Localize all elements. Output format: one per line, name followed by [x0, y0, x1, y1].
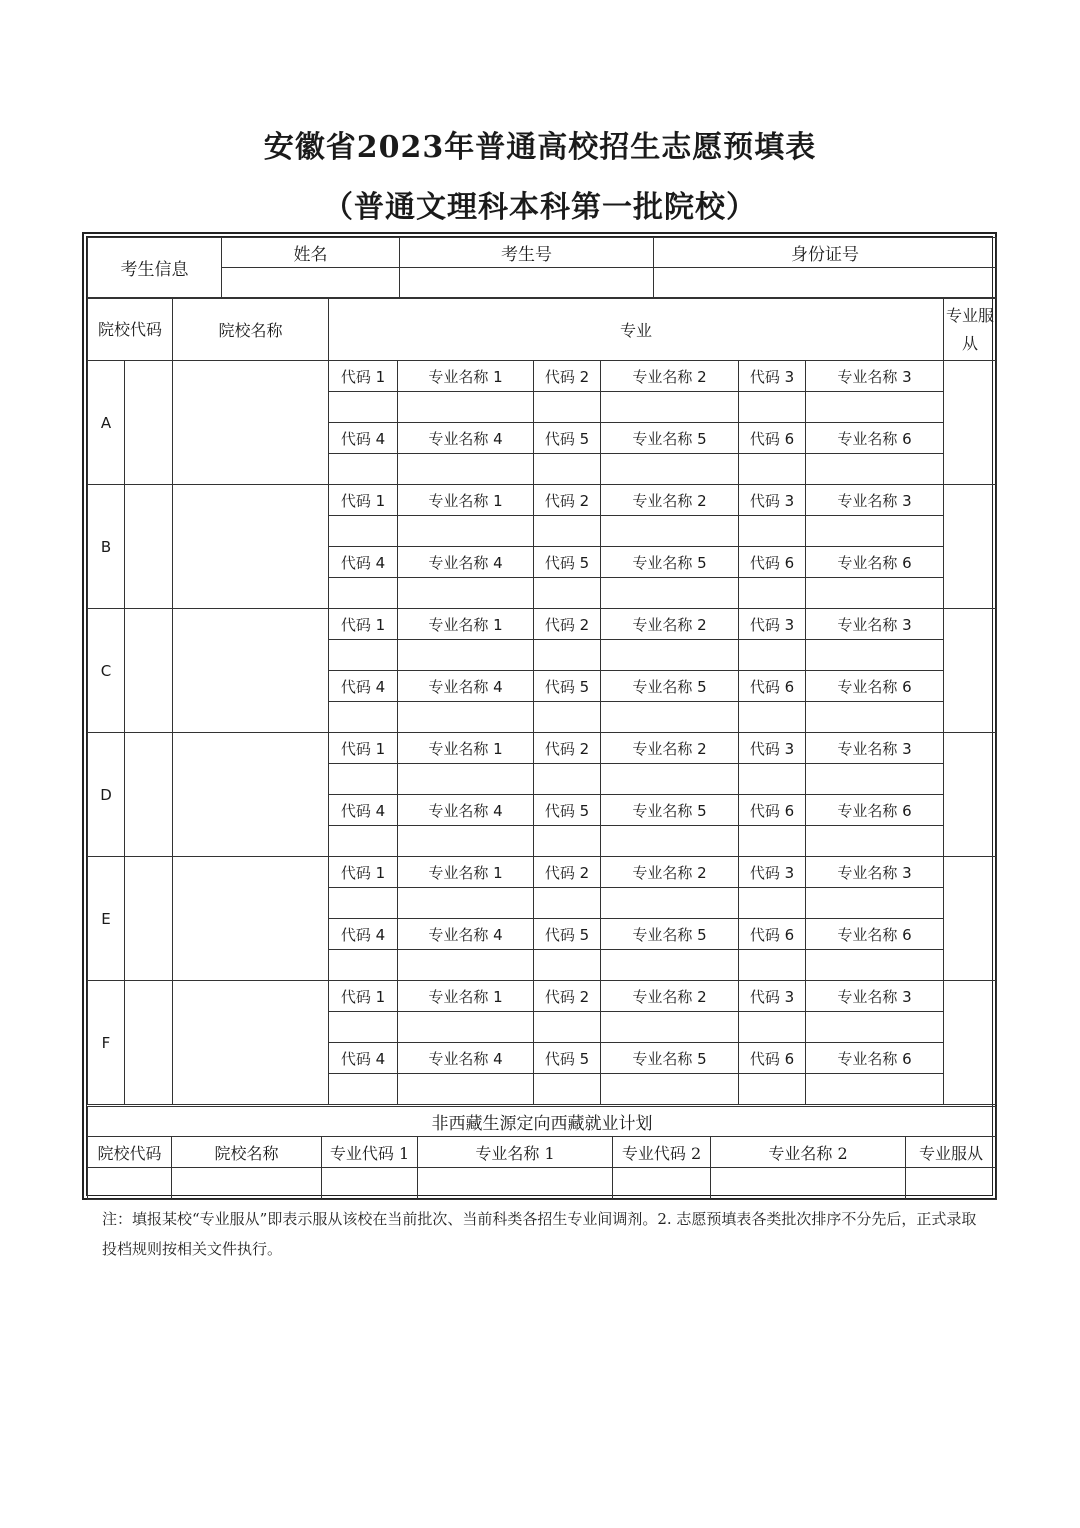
major-label: 专业名称 3: [806, 857, 944, 888]
school-code-field[interactable]: [125, 485, 173, 609]
major-name-field[interactable]: [601, 578, 739, 609]
major-label: 代码 4: [329, 423, 398, 454]
footnote: 注：填报某校“专业服从”即表示服从该校在当前批次、当前科类各招生专业间调剂。2. 志愿预填表各类批次排序不分先后，正式录取投档规则按相关文件执行。: [102, 1210, 977, 1258]
major-name-field[interactable]: [398, 764, 534, 795]
school-letter: E: [88, 857, 125, 981]
school-name-field[interactable]: [173, 733, 329, 857]
major-name-field[interactable]: [601, 764, 739, 795]
major-label: 专业名称 1: [398, 733, 534, 764]
id-number-field[interactable]: [654, 268, 997, 298]
major-label: 代码 1: [329, 857, 398, 888]
major-name-field[interactable]: [806, 764, 944, 795]
major-label: 代码 2: [534, 857, 601, 888]
major-code-field[interactable]: [739, 516, 806, 547]
major-code-field[interactable]: [534, 392, 601, 423]
major-label: 专业名称 6: [806, 795, 944, 826]
major-label: 代码 5: [534, 547, 601, 578]
major-label: 代码 6: [739, 423, 806, 454]
major-name-field[interactable]: [806, 950, 944, 981]
school-code-field[interactable]: [125, 981, 173, 1105]
major-code-field[interactable]: [739, 826, 806, 857]
tibet-input-cell[interactable]: [172, 1168, 322, 1200]
major-code-field[interactable]: [534, 888, 601, 919]
major-obey-field[interactable]: [944, 733, 997, 857]
major-code-field[interactable]: [329, 640, 398, 671]
major-name-field[interactable]: [601, 454, 739, 485]
major-label: 专业名称 1: [398, 485, 534, 516]
major-label: 代码 4: [329, 671, 398, 702]
major-label: 代码 5: [534, 795, 601, 826]
major-code-field[interactable]: [534, 578, 601, 609]
major-code-field[interactable]: [329, 764, 398, 795]
major-label: 代码 2: [534, 733, 601, 764]
tibet-header-cell: 专业代码 2: [613, 1137, 711, 1168]
major-label: 代码 1: [329, 609, 398, 640]
major-label: 代码 4: [329, 795, 398, 826]
major-name-field[interactable]: [398, 702, 534, 733]
major-code-field[interactable]: [739, 950, 806, 981]
majors-header: 专业: [329, 299, 944, 361]
major-label: 代码 5: [534, 919, 601, 950]
major-label: 专业名称 2: [601, 981, 739, 1012]
major-code-field[interactable]: [329, 950, 398, 981]
major-code-field[interactable]: [329, 888, 398, 919]
tibet-input-cell[interactable]: [613, 1168, 711, 1200]
school-code-field[interactable]: [125, 733, 173, 857]
major-name-field[interactable]: [398, 640, 534, 671]
major-name-field[interactable]: [601, 392, 739, 423]
major-obey-header: 专业服从: [944, 299, 997, 361]
major-label: 专业名称 2: [601, 361, 739, 392]
major-label: 代码 4: [329, 919, 398, 950]
major-label: 代码 6: [739, 547, 806, 578]
major-label: 专业名称 5: [601, 547, 739, 578]
school-letter: A: [88, 361, 125, 485]
major-label: 专业名称 4: [398, 919, 534, 950]
major-name-field[interactable]: [806, 578, 944, 609]
major-obey-field[interactable]: [944, 361, 997, 485]
major-label: 代码 6: [739, 1043, 806, 1074]
major-label: 代码 3: [739, 361, 806, 392]
major-label: 代码 1: [329, 361, 398, 392]
major-label: 专业名称 5: [601, 1043, 739, 1074]
major-label: 代码 1: [329, 981, 398, 1012]
tibet-header-cell: 专业代码 1: [322, 1137, 418, 1168]
major-label: 专业名称 4: [398, 671, 534, 702]
major-name-field[interactable]: [601, 516, 739, 547]
major-label: 代码 6: [739, 795, 806, 826]
major-code-field[interactable]: [329, 826, 398, 857]
major-code-field[interactable]: [329, 702, 398, 733]
major-label: 专业名称 3: [806, 361, 944, 392]
major-code-field[interactable]: [534, 950, 601, 981]
major-code-field[interactable]: [534, 516, 601, 547]
major-label: 代码 1: [329, 733, 398, 764]
school-name-field[interactable]: [173, 609, 329, 733]
major-code-field[interactable]: [739, 640, 806, 671]
major-code-field[interactable]: [534, 826, 601, 857]
major-label: 专业名称 6: [806, 1043, 944, 1074]
major-label: 专业名称 4: [398, 1043, 534, 1074]
major-code-field[interactable]: [534, 1074, 601, 1105]
major-code-field[interactable]: [739, 702, 806, 733]
tibet-header-cell: 专业名称 1: [418, 1137, 613, 1168]
major-label: 专业名称 1: [398, 361, 534, 392]
major-label: 代码 3: [739, 485, 806, 516]
major-name-field[interactable]: [398, 1074, 534, 1105]
major-label: 专业名称 6: [806, 547, 944, 578]
tibet-input-cell[interactable]: [88, 1168, 172, 1200]
school-name-field[interactable]: [173, 981, 329, 1105]
major-name-field[interactable]: [398, 1012, 534, 1043]
major-name-field[interactable]: [806, 454, 944, 485]
major-label: 代码 1: [329, 485, 398, 516]
major-label: 专业名称 5: [601, 919, 739, 950]
exam-number-label: 考生号: [400, 238, 654, 268]
major-obey-field[interactable]: [944, 857, 997, 981]
tibet-plan-table: [87, 1106, 997, 1200]
tibet-input-cell[interactable]: [906, 1168, 997, 1200]
major-code-field[interactable]: [739, 1012, 806, 1043]
major-label: 代码 3: [739, 981, 806, 1012]
school-letter: C: [88, 609, 125, 733]
major-name-field[interactable]: [806, 516, 944, 547]
tibet-plan-title: 非西藏生源定向西藏就业计划: [88, 1107, 997, 1137]
major-label: 代码 6: [739, 919, 806, 950]
school-code-field[interactable]: [125, 857, 173, 981]
major-label: 代码 4: [329, 1043, 398, 1074]
tibet-input-cell[interactable]: [711, 1168, 906, 1200]
id-number-label: 身份证号: [654, 238, 997, 268]
major-name-field[interactable]: [398, 454, 534, 485]
major-label: 专业名称 2: [601, 609, 739, 640]
major-code-field[interactable]: [534, 702, 601, 733]
major-label: 专业名称 6: [806, 423, 944, 454]
major-label: 代码 3: [739, 609, 806, 640]
student-info-table: [87, 237, 997, 298]
major-code-field[interactable]: [534, 640, 601, 671]
school-code-field[interactable]: [125, 361, 173, 485]
tibet-header-cell: 院校名称: [172, 1137, 322, 1168]
major-label: 专业名称 5: [601, 423, 739, 454]
major-label: 代码 5: [534, 1043, 601, 1074]
major-name-field[interactable]: [398, 826, 534, 857]
major-code-field[interactable]: [739, 764, 806, 795]
major-name-field[interactable]: [398, 516, 534, 547]
major-name-field[interactable]: [806, 826, 944, 857]
form-inner: [86, 236, 993, 1196]
major-name-field[interactable]: [806, 392, 944, 423]
major-name-field[interactable]: [806, 702, 944, 733]
major-code-field[interactable]: [739, 392, 806, 423]
major-label: 代码 2: [534, 485, 601, 516]
major-obey-field[interactable]: [944, 485, 997, 609]
major-label: 专业名称 6: [806, 919, 944, 950]
major-code-field[interactable]: [329, 578, 398, 609]
tibet-header-cell: 院校代码: [88, 1137, 172, 1168]
major-name-field[interactable]: [398, 888, 534, 919]
major-code-field[interactable]: [329, 454, 398, 485]
page-title: 安徽省2023年普通高校招生志愿预填表: [263, 130, 817, 165]
major-name-field[interactable]: [601, 640, 739, 671]
major-name-field[interactable]: [806, 640, 944, 671]
major-name-field[interactable]: [601, 702, 739, 733]
major-code-field[interactable]: [534, 764, 601, 795]
major-label: 代码 3: [739, 733, 806, 764]
major-label: 专业名称 3: [806, 485, 944, 516]
name-field[interactable]: [222, 268, 400, 298]
major-code-field[interactable]: [739, 1074, 806, 1105]
major-name-field[interactable]: [601, 826, 739, 857]
school-code-header: 院校代码: [88, 299, 173, 361]
major-name-field[interactable]: [601, 888, 739, 919]
page-subtitle: （普通文理科本科第一批院校）: [323, 190, 757, 225]
major-label: 代码 2: [534, 981, 601, 1012]
school-name-header: 院校名称: [173, 299, 329, 361]
major-name-field[interactable]: [806, 888, 944, 919]
exam-number-field[interactable]: [400, 268, 654, 298]
major-label: 代码 2: [534, 609, 601, 640]
major-code-field[interactable]: [329, 1074, 398, 1105]
major-label: 专业名称 2: [601, 733, 739, 764]
major-label: 专业名称 2: [601, 857, 739, 888]
school-letter: D: [88, 733, 125, 857]
major-code-field[interactable]: [739, 454, 806, 485]
major-label: 专业名称 2: [601, 485, 739, 516]
major-label: 专业名称 1: [398, 857, 534, 888]
major-obey-field[interactable]: [944, 981, 997, 1105]
major-label: 代码 2: [534, 361, 601, 392]
major-name-field[interactable]: [601, 950, 739, 981]
major-label: 代码 3: [739, 857, 806, 888]
school-choice-table: [87, 298, 997, 1105]
major-code-field[interactable]: [329, 516, 398, 547]
major-code-field[interactable]: [534, 1012, 601, 1043]
tibet-header-cell: 专业名称 2: [711, 1137, 906, 1168]
major-label: 专业名称 5: [601, 671, 739, 702]
major-name-field[interactable]: [806, 1012, 944, 1043]
major-label: 专业名称 1: [398, 981, 534, 1012]
major-code-field[interactable]: [329, 392, 398, 423]
major-name-field[interactable]: [398, 578, 534, 609]
major-label: 专业名称 3: [806, 609, 944, 640]
major-label: 专业名称 4: [398, 795, 534, 826]
major-label: 代码 4: [329, 547, 398, 578]
major-code-field[interactable]: [329, 1012, 398, 1043]
major-label: 专业名称 5: [601, 795, 739, 826]
form-frame: [82, 232, 997, 1200]
major-label: 代码 5: [534, 671, 601, 702]
tibet-header-cell: 专业服从: [906, 1137, 997, 1168]
major-label: 代码 6: [739, 671, 806, 702]
name-label: 姓名: [222, 238, 400, 268]
major-code-field[interactable]: [739, 578, 806, 609]
major-label: 专业名称 4: [398, 423, 534, 454]
major-code-field[interactable]: [739, 888, 806, 919]
major-name-field[interactable]: [601, 1012, 739, 1043]
major-code-field[interactable]: [534, 454, 601, 485]
major-name-field[interactable]: [806, 1074, 944, 1105]
major-label: 专业名称 3: [806, 733, 944, 764]
major-obey-field[interactable]: [944, 609, 997, 733]
major-label: 专业名称 1: [398, 609, 534, 640]
major-label: 专业名称 4: [398, 547, 534, 578]
school-name-field[interactable]: [173, 857, 329, 981]
tibet-input-cell[interactable]: [322, 1168, 418, 1200]
major-name-field[interactable]: [601, 1074, 739, 1105]
school-code-field[interactable]: [125, 609, 173, 733]
school-name-field[interactable]: [173, 361, 329, 485]
major-name-field[interactable]: [398, 950, 534, 981]
major-label: 专业名称 3: [806, 981, 944, 1012]
tibet-input-cell[interactable]: [418, 1168, 613, 1200]
school-letter: F: [88, 981, 125, 1105]
student-info-label: 考生信息: [88, 238, 222, 298]
major-label: 代码 5: [534, 423, 601, 454]
school-letter: B: [88, 485, 125, 609]
major-label: 专业名称 6: [806, 671, 944, 702]
major-name-field[interactable]: [398, 392, 534, 423]
school-name-field[interactable]: [173, 485, 329, 609]
